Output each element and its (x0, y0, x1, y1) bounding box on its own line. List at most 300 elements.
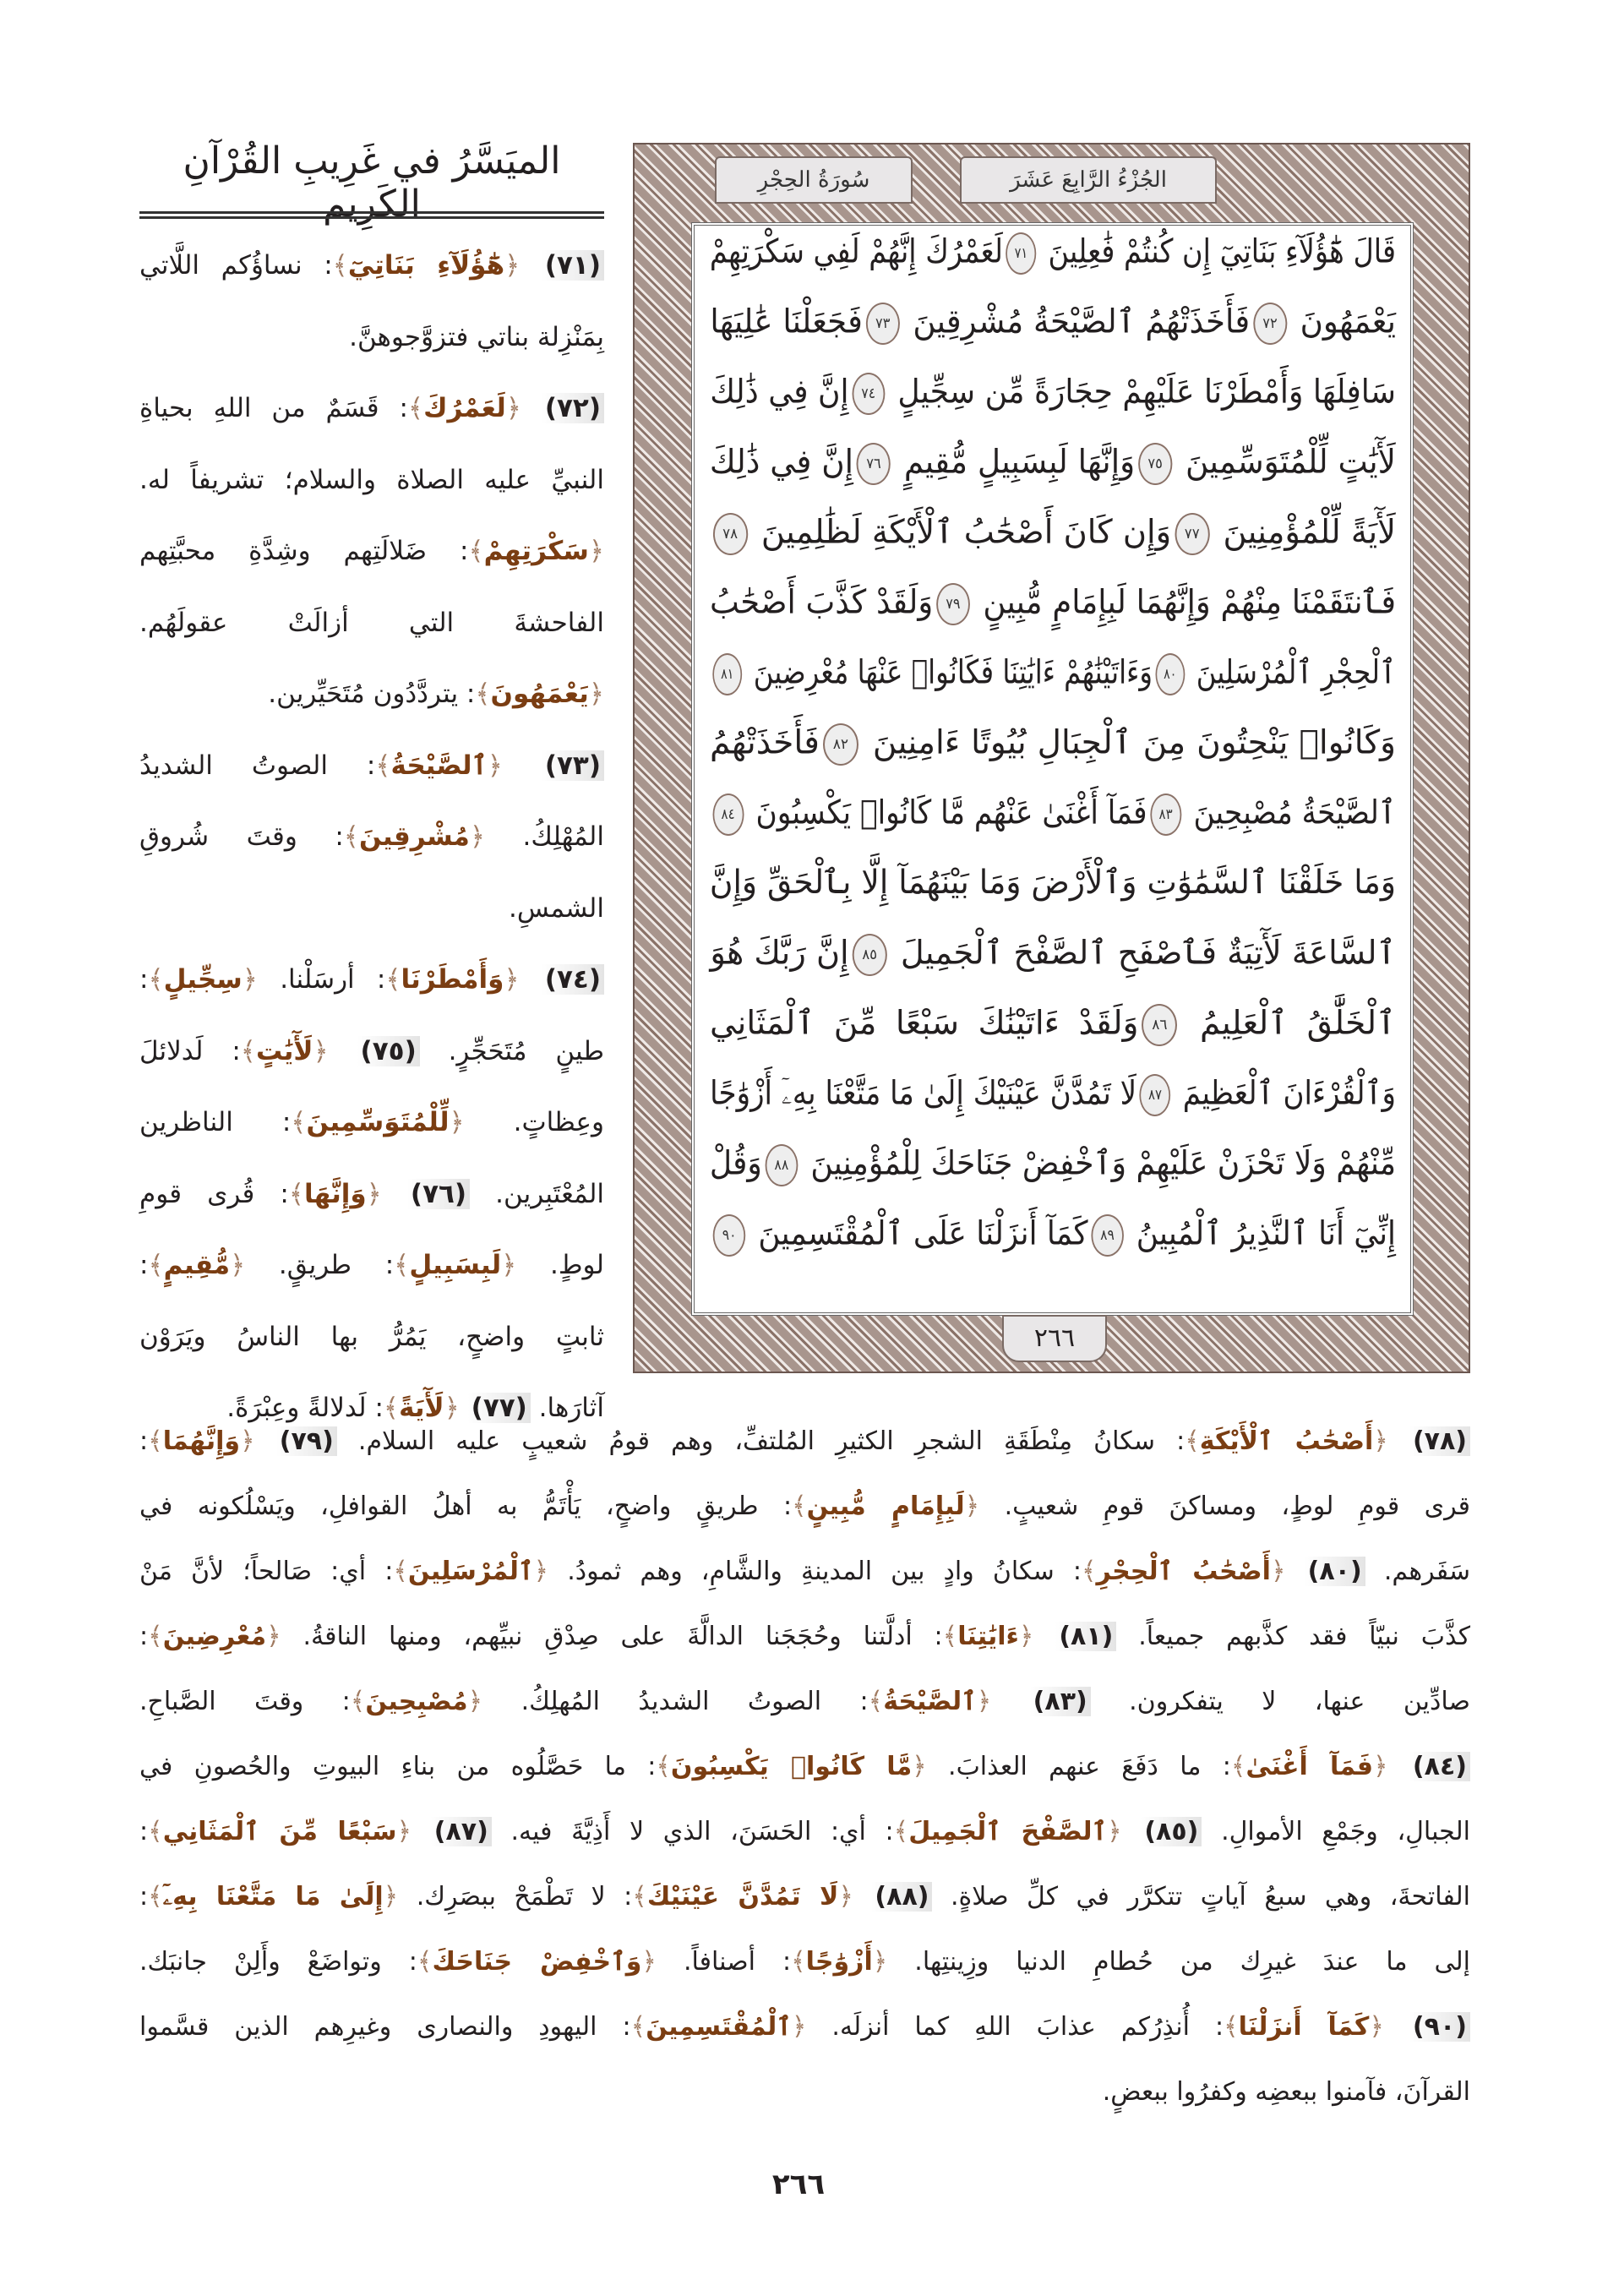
ornate-bracket-close: ﴾ (148, 1426, 163, 1456)
gloss-text: : الصوتُ الشديدُ المُهلِكُ. (482, 1687, 869, 1716)
term-text: كَمَآ أَنزَلْنَا (1238, 2012, 1370, 2042)
ornate-bracket-close: ﴾ (393, 1557, 408, 1586)
verse-text: مِّنْهُمْ وَلَا تَحْزَنْ عَلَيْهِمْ وَٱخْفِضْ جَنَاحَكَ لِلْمُؤْمِنِينَ (810, 1144, 1396, 1183)
gloss-line (139, 1179, 604, 1209)
gloss-text: : لَدلالةً وعِبْرَةً. (226, 1393, 384, 1423)
glossed-term (351, 1687, 482, 1716)
gloss-text: : أصنافاً. (656, 1947, 792, 1977)
gloss-line (139, 393, 604, 423)
term-text: ٱلْمُقْتَسِمِينَ (646, 2012, 792, 2042)
term-text: إِلَىٰ مَا مَتَّعْنَا بِهِۦٓ (162, 1882, 384, 1912)
ornate-bracket-close: ﴾ (332, 250, 348, 281)
verse-text: فَجَعَلْنَا عَٰلِيَهَا (710, 303, 863, 341)
quran-line (722, 1214, 1396, 1257)
gloss-line (139, 1752, 1470, 1781)
ornate-bracket-close: ﴾ (148, 1882, 163, 1912)
quran-line (722, 513, 1396, 555)
term-text: مُعْرِضِينَ (162, 1622, 267, 1651)
verse-number: (٧٤) (542, 964, 604, 995)
gloss-text: : (139, 1882, 149, 1912)
quran-line (709, 232, 1396, 275)
ornate-bracket-open: ﴿ (588, 536, 604, 566)
verse-number: (٨٨) (871, 1882, 932, 1912)
glossed-term (394, 1250, 516, 1280)
gloss-line (139, 1492, 1470, 1521)
glossed-term (385, 964, 519, 995)
verse-number: (٧٧) (468, 1393, 531, 1423)
gloss-text: : سكانُ وادٍ بين المدينةِ والشَّامِ، وهم ثمودُ. (548, 1557, 1082, 1586)
gloss-line (139, 1557, 1470, 1586)
term-text: لَأٓيَٰتٍ (255, 1035, 313, 1066)
ornate-bracket-close: ﴾ (632, 1882, 647, 1912)
quran-text-area (691, 222, 1414, 1316)
verse-number: (٩٠) (1409, 2012, 1470, 2042)
ornate-bracket-open: ﴿ (964, 1492, 980, 1521)
verse-text: وَإِن كَانَ أَصْحَٰبُ ٱلْأَيْكَةِ لَظَٰلِمِينَ (760, 513, 1172, 552)
verse-number: (٨٠) (1305, 1557, 1365, 1586)
gloss-line (139, 821, 604, 852)
gloss-text: : وتواضَعْ وأَلِنْ جانبَك. (139, 1947, 417, 1977)
glossed-term (656, 1752, 926, 1781)
ornate-bracket-close: ﴾ (148, 964, 164, 995)
ornate-bracket-close: ﴾ (148, 1817, 163, 1846)
gloss-text: : أي: الحَسَنَ، الذي لا أَذِيَّةَ فيه. (491, 1817, 894, 1846)
gloss-line (139, 1107, 604, 1137)
verse-text: فَمَآ أَغْنَىٰ عَنْهُم مَّا كَانُوا۟ يَكْسِبُونَ (755, 794, 1147, 832)
ornate-bracket-close: ﴾ (1081, 1557, 1097, 1586)
gloss-text: : (139, 1250, 149, 1280)
quran-line (710, 373, 1396, 415)
quran-line (710, 1004, 1396, 1046)
verse-text: وَمَا خَلَقْنَا ٱلسَّمَٰوَٰتِ وَٱلْأَرْضَ وَمَا بَيْنَهُمَآ إِلَّا بِٱلْحَقِّ وَإِنَّ (709, 864, 1396, 902)
ornate-bracket-open: ﴿ (1369, 2012, 1384, 2042)
verse-text: وَلَقَدْ كَذَّبَ أَصْحَٰبُ (709, 583, 934, 622)
gloss-text: الشمسِ. (508, 892, 604, 924)
ornate-bracket-close: ﴾ (893, 1817, 909, 1846)
ornate-bracket-open: ﴿ (240, 1426, 255, 1456)
verse-text: وَلَقَدْ ءَاتَيْنَٰكَ سَبْعًا مِّنَ ٱلْمَثَانِي (710, 1004, 1139, 1043)
term-text: يَعْمَهُونَ (490, 679, 589, 709)
quran-line (710, 934, 1396, 976)
glossed-term (791, 1947, 887, 1977)
glossed-term (148, 1426, 255, 1456)
verse-text: وَكَانُوا۟ يَنْحِتُونَ مِنَ ٱلْجِبَالِ بُيُوتًا ءَامِنِينَ (872, 723, 1396, 762)
gloss-text: : (139, 1426, 149, 1456)
glossed-term (148, 1250, 245, 1280)
verse-number: (٨٥) (1141, 1817, 1202, 1846)
glossed-term (417, 1947, 657, 1977)
quran-line (710, 1074, 1397, 1116)
verse-number-marker: ٩٠ (713, 1214, 746, 1257)
quran-line (721, 653, 1396, 695)
verse-number: (٧٨) (1409, 1426, 1470, 1456)
ornate-bracket-open: ﴿ (641, 1947, 657, 1977)
gloss-line (139, 1687, 1470, 1716)
gloss-text: وعِظاتٍ. (464, 1107, 604, 1137)
ornate-bracket-close: ﴾ (148, 1622, 163, 1651)
glossed-term (632, 1882, 853, 1912)
ornate-bracket-open: ﴿ (588, 679, 604, 709)
ornate-bracket-open: ﴿ (469, 821, 485, 852)
glossed-term (344, 821, 485, 852)
title-divider (139, 211, 604, 219)
term-text: هَٰٓؤُلَآءِ بَنَاتِيٓ (347, 250, 505, 281)
verse-number-marker: ٨٠ (1155, 653, 1185, 695)
ornate-bracket-open: ﴿ (505, 393, 521, 423)
gloss-text: كذَّبَ نبيّاً فقد كذَّبهم جميعاً. (1116, 1622, 1470, 1651)
verse-number: (٧٦) (407, 1179, 470, 1209)
gloss-line (139, 1947, 1470, 1977)
glossed-term (148, 1882, 398, 1912)
gloss-line (139, 1426, 1470, 1456)
ornate-bracket-close: ﴾ (630, 2012, 646, 2042)
verse-number-marker: ٨٢ (823, 723, 858, 766)
ornate-bracket-close: ﴾ (375, 750, 391, 781)
glossed-term (408, 393, 521, 423)
verse-number: (٧٥) (357, 1036, 420, 1066)
ornate-bracket-open: ﴿ (1270, 1557, 1286, 1586)
ornate-bracket-close: ﴾ (350, 1687, 366, 1716)
verse-text: لَعَمْرُكَ إِنَّهُمْ لَفِي سَكْرَتِهِمْ (709, 232, 1003, 271)
ornate-bracket-open: ﴿ (1373, 1752, 1388, 1781)
gloss-line (139, 608, 604, 638)
quran-line (710, 723, 1396, 766)
ornate-bracket-close: ﴾ (792, 1492, 807, 1521)
term-text: سِجِّيلٍ (163, 964, 243, 995)
gloss-text: صادِّين عنها، لا يتفكرون. (1090, 1687, 1470, 1716)
verse-text: إِنَّ رَبَّكَ هُوَ (710, 934, 849, 973)
ornate-bracket-open: ﴿ (487, 750, 503, 781)
page-number: ٢٦٦ (771, 2168, 826, 2201)
ornate-bracket-open: ﴿ (1107, 1817, 1122, 1846)
gloss-text: : طريقٍ. (245, 1250, 395, 1280)
term-text: وَٱخْفِضْ جَنَاحَكَ (432, 1947, 642, 1977)
ornate-bracket-open: ﴿ (1018, 1622, 1034, 1651)
ornate-bracket-open: ﴿ (313, 1035, 329, 1066)
gloss-text: : لَدلائلَ (139, 1035, 241, 1066)
verse-number-marker: ٨٦ (1142, 1004, 1177, 1046)
ornate-bracket-open: ﴿ (444, 1393, 460, 1423)
verse-text: إِنَّ فِي ذَٰلِكَ (710, 373, 849, 412)
ornate-bracket-close: ﴾ (240, 1035, 256, 1066)
verse-number-marker: ٨٩ (1091, 1214, 1124, 1257)
verse-text: فَٱنتَقَمْنَا مِنْهُمْ وَإِنَّهُمَا لَبِإِمَامٍ مُّبِينٍ (983, 583, 1396, 622)
gloss-line (139, 893, 604, 924)
glossed-term (475, 679, 604, 709)
gloss-text: ثابتٍ واضحٍ، يَمُرُّ بها الناسُ ويَرَوْن (139, 1321, 604, 1352)
gloss-text: : وقتَ الصَّباحِ. (139, 1687, 351, 1716)
term-text: ءَايَٰتِنَا (957, 1622, 1019, 1651)
term-text: لَبِإِمَامٍ مُّبِينٍ (806, 1492, 965, 1521)
gloss-line (139, 2077, 1470, 2107)
term-text: ٱلصَّيْحَةُ (883, 1687, 977, 1716)
verse-number: (٨٧) (431, 1817, 492, 1846)
ornate-bracket-open: ﴿ (230, 1250, 246, 1280)
gloss-line (139, 465, 604, 495)
term-text: مُشْرِقِينَ (358, 821, 470, 852)
glossed-term (631, 2012, 807, 2042)
term-text: فَمَآ أَغْنَىٰ (1245, 1752, 1374, 1781)
ornate-bracket-close: ﴾ (942, 1622, 958, 1651)
gloss-line (139, 1322, 604, 1352)
verse-number-marker: ٧٧ (1175, 513, 1209, 555)
term-text: ٱلْمُرْسَلِينَ (407, 1557, 534, 1586)
term-text: أَزْوَٰجًا (805, 1947, 873, 1977)
verse-text: سَافِلَهَا وَأَمْطَرْنَا عَلَيْهِمْ حِجَارَةً مِّن سِجِّيلٍ (897, 373, 1396, 412)
glossed-term (241, 1036, 329, 1066)
ornate-bracket-open: ﴿ (504, 250, 521, 281)
gloss-text: سَفَرهم. (1365, 1557, 1471, 1586)
gloss-text: قرى قومِ لوطٍ، ومساكنَ قومِ شعيبٍ. (979, 1492, 1471, 1521)
verse-text: ٱلْحِجْرِ ٱلْمُرْسَلِينَ (1196, 653, 1396, 692)
term-text: وَأَمْطَرْنَا (401, 964, 504, 995)
ornate-bracket-close: ﴾ (1224, 2012, 1239, 2042)
term-text: مُّقِيمٍ (163, 1250, 231, 1280)
ornate-bracket-open: ﴿ (467, 1687, 483, 1716)
gloss-text: الفاحشةَ التي أزالَتْ عقولَهُم. (139, 607, 604, 638)
glossed-term (468, 536, 604, 566)
surah-label: سُورَةُ الحِجْرِ (715, 156, 913, 204)
glossed-term (869, 1687, 992, 1716)
ornate-bracket-open: ﴿ (976, 1687, 992, 1716)
ornate-bracket-open: ﴿ (383, 1882, 399, 1912)
glossed-term (291, 1107, 464, 1137)
gloss-text: : طريقٍ واضحٍ، يَأْتَمُّ به أهلُ القوافلِ، ويَسْلُكونه في (139, 1492, 793, 1521)
verse-number: (٨١) (1055, 1622, 1116, 1651)
gloss-line (139, 1622, 1470, 1651)
term-text: أَصْحَٰبُ ٱلْأَيْكَةِ (1199, 1426, 1374, 1456)
term-text: مَّا كَانُوا۟ يَكْسِبُونَ (670, 1752, 913, 1781)
verse-number-marker: ٧٣ (866, 303, 900, 345)
gloss-text: : ضَلالَتِهم وشِدَّةِ محبَّتِهم (139, 536, 469, 566)
quran-line (709, 443, 1396, 485)
verse-text: قَالَ هَٰٓؤُلَآءِ بَنَاتِيٓ إِن كُنتُمْ فَٰعِلِينَ (1048, 232, 1396, 271)
verse-number-marker: ٨٣ (1150, 794, 1181, 836)
verse-number-marker: ٧١ (1006, 232, 1036, 275)
gloss-text: : أُنذِرُكم عذابَ اللهِ كما أنزلَه. (806, 2012, 1224, 2042)
verse-number-marker: ٨٥ (853, 934, 887, 976)
gloss-text: إلى ما عندَ غيرِك من حُطامِ الدنيا وزِينتِها. (887, 1947, 1471, 1977)
gloss-line (139, 250, 604, 281)
quran-line (709, 1144, 1396, 1186)
verse-text: فَأَخَذَتْهُمُ ٱلصَّيْحَةُ مُشْرِقِينَ (913, 303, 1251, 341)
verse-text: كَمَآ أَنزَلْنَا عَلَى ٱلْمُقْتَسِمِينَ (758, 1214, 1088, 1253)
gloss-text: المُهْلِكُ. (484, 821, 604, 852)
gloss-text: المُعْتَبِرين. (470, 1178, 605, 1209)
frame-page-number: ٢٦٦ (1002, 1315, 1107, 1362)
gloss-text: لوطٍ. (516, 1250, 604, 1280)
gloss-text: : أدلَّتنا وحُجَجَنا الدالَّةَ على صِدْقِ نبيِّهم، ومنها الناقةُ. (281, 1622, 943, 1651)
ornate-bracket-open: ﴿ (838, 1882, 853, 1912)
verse-number-marker: ٨١ (712, 653, 742, 695)
verse-text: يَعْمَهُونَ (1300, 303, 1396, 341)
gloss-line (139, 2012, 1470, 2042)
verse-text: وَقُلْ (709, 1144, 762, 1183)
gloss-text: : ما دَفَعَ عنهم العذابَ. (926, 1752, 1231, 1781)
book-title: الميَسَّرُ في غَرِيبِ القُرْآنِ الكَرِيم (183, 139, 561, 226)
gloss-text: : اليهودِ والنصارى وغيرِهم الذين قسَّموا (139, 2012, 631, 2042)
gloss-text: : وقتَ شُروقِ (139, 821, 344, 852)
glossed-term (894, 1817, 1122, 1846)
verse-text: وَءَاتَيْنَٰهُمْ ءَايَٰتِنَا فَكَانُوا۟ عَنْهَا مُعْرِضِينَ (753, 653, 1153, 692)
gloss-line (139, 964, 604, 995)
gloss-line (139, 1817, 1470, 1846)
gloss-text: القرآنَ، فآمنوا ببعضِه وكفرُوا ببعضٍ. (1102, 2077, 1470, 2107)
ornate-bracket-close: ﴾ (417, 1947, 433, 1977)
gloss-text: : (139, 1622, 149, 1651)
glossed-term (333, 250, 521, 281)
verse-number-marker: ٧٦ (857, 443, 891, 485)
glossed-term (1082, 1557, 1286, 1586)
verse-number: (٧٢) (542, 393, 604, 423)
verse-text: لَأٓيَةً لِّلْمُؤْمِنِينَ (1223, 513, 1396, 552)
verse-number-marker: ٨٧ (1140, 1074, 1171, 1116)
gloss-text: الجبالِ، وجَمْعِ الأموالِ. (1202, 1817, 1470, 1846)
term-text: سَكْرَتِهِمْ (483, 536, 589, 566)
gloss-line (139, 1250, 604, 1280)
ornate-bracket-close: ﴾ (148, 1250, 164, 1280)
verse-number-marker: ٧٨ (713, 513, 748, 555)
term-text: لَبِسَبِيلٍ (409, 1250, 502, 1280)
ornate-bracket-close: ﴾ (791, 1947, 806, 1977)
ornate-bracket-open: ﴿ (912, 1752, 927, 1781)
gloss-line (139, 1882, 1470, 1912)
quran-line (709, 864, 1396, 902)
gloss-text: الفاتحةَ، وهي سبعُ آياتٍ تتكرَّر في كلِّ صلاةٍ. (932, 1882, 1470, 1912)
gloss-line (139, 750, 604, 781)
gloss-text: النبيِّ عليه الصلاة والسلام؛ تشريفاً له. (139, 464, 604, 495)
ornate-bracket-close: ﴾ (385, 964, 401, 995)
glossed-term (1185, 1426, 1388, 1456)
gloss-text: : أرسَلْنا. (257, 964, 386, 995)
gloss-text: : الصوتُ الشديدُ (139, 750, 376, 781)
juz-label: الجُزْءُ الرَّابِعَ عَشَرَ (960, 156, 1217, 204)
ornate-bracket-close: ﴾ (868, 1687, 884, 1716)
verse-text: لَأٓيَٰتٍ لِّلْمُتَوَسِّمِينَ (1185, 443, 1396, 482)
glossed-term (1224, 2012, 1384, 2042)
gloss-line (139, 322, 604, 352)
verse-number-marker: ٧٤ (852, 373, 885, 415)
gloss-text: آثارَها. (530, 1393, 604, 1423)
ornate-bracket-open: ﴿ (366, 1178, 382, 1209)
verse-number: (٨٤) (1409, 1752, 1470, 1781)
ornate-bracket-close: ﴾ (1230, 1752, 1246, 1781)
glossed-term (393, 1557, 548, 1586)
verse-text: إِنَّ فِي ذَٰلِكَ (709, 443, 854, 482)
verse-text: ٱلسَّاعَةَ لَأٓتِيَةٌ فَٱصْفَحِ ٱلصَّفْحَ ٱلْجَمِيلَ (900, 934, 1396, 973)
glossed-term (148, 964, 258, 995)
ornate-bracket-open: ﴿ (872, 1947, 888, 1977)
term-text: لَأٓيَةً (399, 1393, 444, 1423)
verse-number-marker: ٧٢ (1253, 303, 1287, 345)
verse-text: ٱلصَّيْحَةُ مُصْبِحِينَ (1193, 794, 1396, 832)
gloss-text: : قُرى قومِ (139, 1178, 289, 1209)
gloss-text: : سكانُ مِنْطَقَةِ الشجرِ الكثيرِ المُلتفِّ، وهم قومُ شعيبٍ عليه السلام. (336, 1426, 1185, 1456)
gloss-text: طينٍ مُتَحَجِّرٍ. (419, 1035, 604, 1066)
gloss-text: : يتردَّدُون مُتَحَيِّرين. (268, 679, 476, 709)
ornate-bracket-open: ﴿ (242, 964, 258, 995)
verse-text: ٱلْخَلَّٰقُ ٱلْعَلِيمُ (1199, 1004, 1396, 1043)
ornate-bracket-open: ﴿ (791, 2012, 807, 2042)
term-text: مُصْبِحِينَ (365, 1687, 468, 1716)
gloss-line (139, 679, 604, 709)
verse-number-marker: ٧٥ (1138, 443, 1172, 485)
glossed-term (375, 750, 503, 781)
gloss-text: : ما حَصَّلُوه من بناءِ البيوتِ والحُصونِ في (139, 1752, 657, 1781)
ornate-bracket-open: ﴿ (501, 1250, 517, 1280)
ornate-bracket-open: ﴿ (396, 1817, 412, 1846)
glossed-term (384, 1393, 460, 1423)
verse-text: فَأَخَذَتْهُمُ (710, 723, 820, 762)
glossed-term (148, 1817, 412, 1846)
ornate-bracket-open: ﴿ (533, 1557, 549, 1586)
quran-line (709, 583, 1396, 625)
gloss-text: بِمَنْزِلة بناتي فتزوَّجوهنَّ. (349, 321, 604, 352)
ornate-bracket-close: ﴾ (291, 1107, 307, 1137)
ornate-bracket-open: ﴿ (1373, 1426, 1388, 1456)
ornate-bracket-close: ﴾ (468, 536, 484, 566)
verse-number: (٧١) (542, 250, 604, 281)
ornate-bracket-close: ﴾ (343, 821, 359, 852)
verse-number-marker: ٧٩ (936, 583, 970, 625)
glossed-term (289, 1179, 382, 1209)
term-text: وَإِنَّهَا (304, 1178, 367, 1209)
gloss-text: : نساؤُكم اللَّاتي (139, 250, 333, 281)
gloss-text: : لا تَطْمَحْ ببصَرِك. (398, 1882, 633, 1912)
gloss-text: : الناظرين (139, 1107, 292, 1137)
gloss-line (139, 1036, 604, 1066)
verse-text: وَٱلْقُرْءَانَ ٱلْعَظِيمَ (1182, 1074, 1396, 1113)
glossed-term (943, 1622, 1034, 1651)
term-text: ٱلصَّيْحَةُ (390, 750, 488, 781)
ornate-bracket-close: ﴾ (394, 1250, 410, 1280)
term-text: لِّلْمُتَوَسِّمِينَ (306, 1107, 450, 1137)
gloss-text: : قَسَمٌ من اللهِ بحياةِ (139, 393, 408, 423)
ornate-bracket-close: ﴾ (1185, 1426, 1200, 1456)
term-text: وَإِنَّهُمَا (162, 1426, 241, 1456)
ornate-bracket-open: ﴿ (504, 964, 520, 995)
verse-number: (٧٩) (276, 1426, 337, 1456)
verse-text: وَإِنَّهَا لَبِسَبِيلٍ مُّقِيمٍ (903, 443, 1136, 482)
term-text: لَعَمْرُكَ (423, 393, 506, 423)
verse-text: إِنِّيٓ أَنَا ٱلنَّذِيرُ ٱلْمُبِينُ (1136, 1214, 1396, 1253)
term-text: أَصْحَٰبُ ٱلْحِجْرِ (1096, 1557, 1271, 1586)
verse-number: (٨٣) (1030, 1687, 1091, 1716)
gloss-line (139, 536, 604, 566)
quran-line (721, 794, 1396, 836)
quran-line (710, 303, 1396, 345)
term-text: ٱلصَّفْحَ ٱلْجَمِيلَ (908, 1817, 1108, 1846)
verse-number: (٧٣) (542, 750, 604, 781)
gloss-text: : أي: صَالحاً؛ لأنَّ مَنْ (139, 1557, 394, 1586)
glossed-term (792, 1492, 979, 1521)
gloss-text: : (139, 1817, 149, 1846)
term-text: لَا تَمُدَّنَّ عَيْنَيْكَ (646, 1882, 839, 1912)
ornate-bracket-close: ﴾ (656, 1752, 671, 1781)
verse-number-marker: ٨٤ (712, 794, 744, 836)
glossed-term (148, 1622, 281, 1651)
term-text: سَبْعًا مِّنَ ٱلْمَثَانِي (162, 1817, 397, 1846)
ornate-bracket-close: ﴾ (288, 1178, 304, 1209)
ornate-bracket-close: ﴾ (407, 393, 424, 423)
ornate-bracket-open: ﴿ (266, 1622, 281, 1651)
gloss-line (139, 1393, 604, 1423)
ornate-bracket-open: ﴿ (449, 1107, 465, 1137)
gloss-text: : (139, 964, 149, 995)
quran-page-frame (633, 143, 1470, 1373)
ornate-bracket-close: ﴾ (475, 679, 491, 709)
glossed-term (1231, 1752, 1388, 1781)
